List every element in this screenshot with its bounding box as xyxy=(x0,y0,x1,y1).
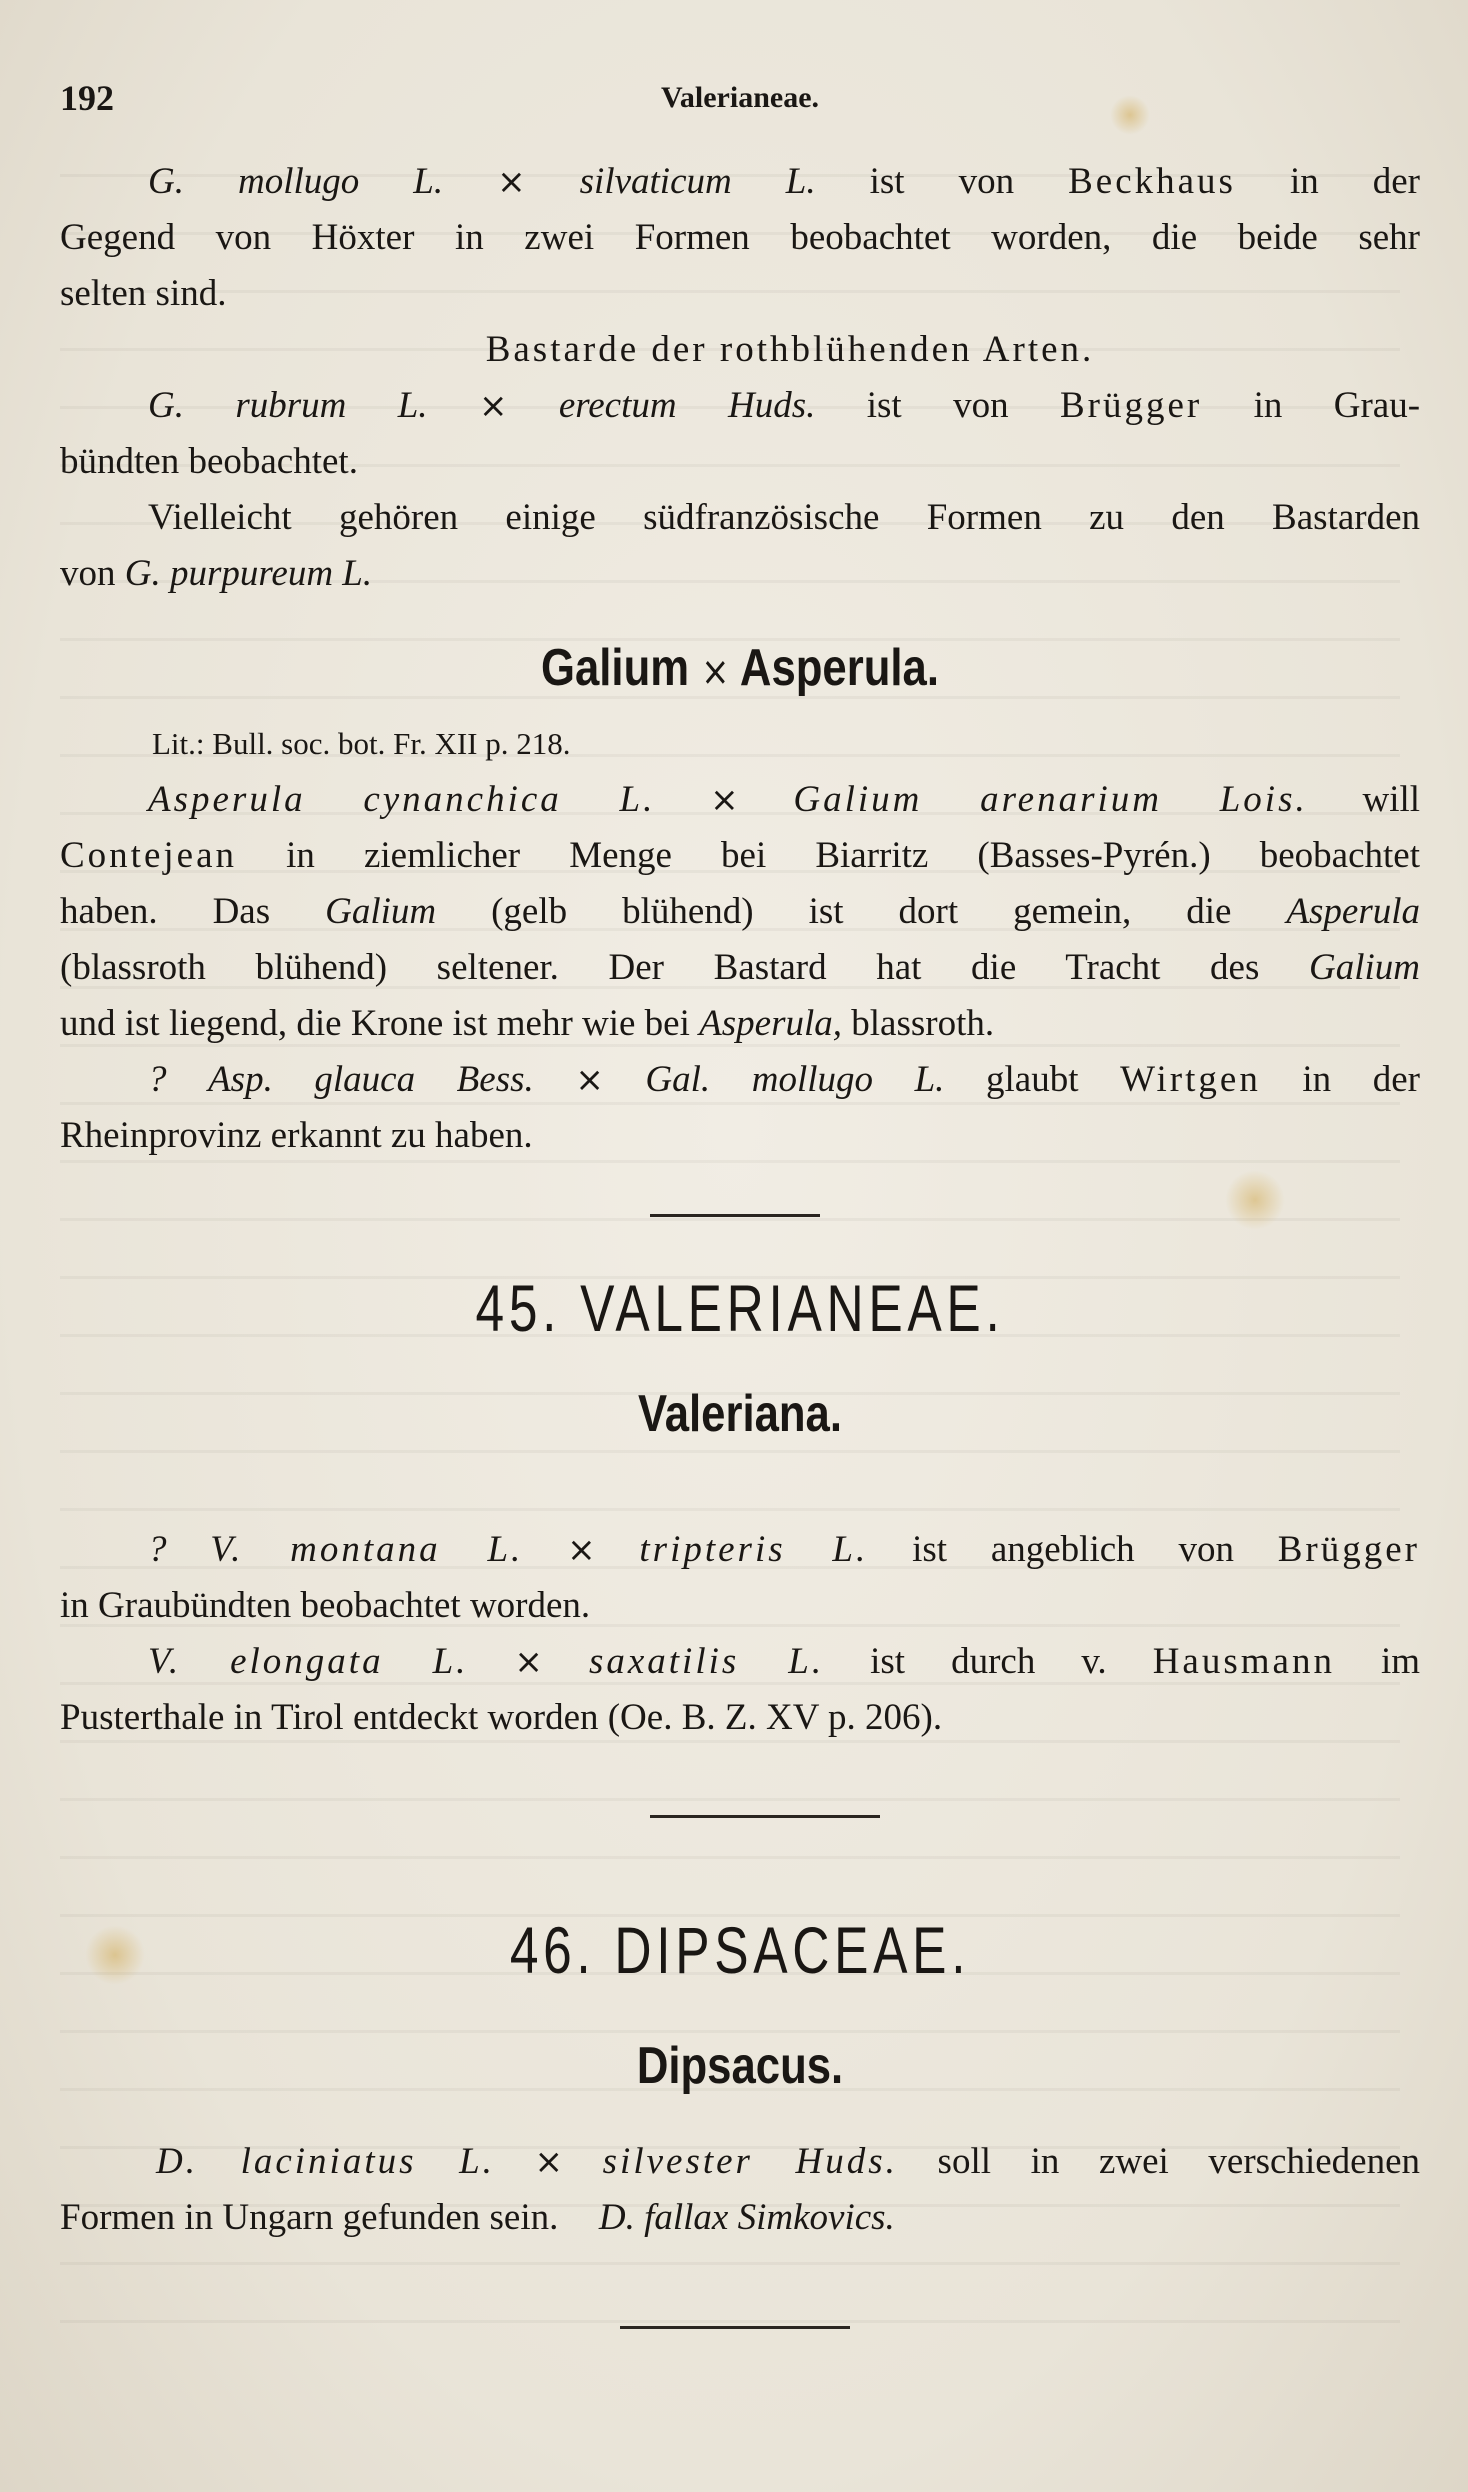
body-text: in ziemlicher Menge bei Biarritz (Basses-Pyrén.) beobachtet xyxy=(286,835,1420,876)
text-line xyxy=(60,552,1420,596)
body-text: ist von xyxy=(869,161,1015,202)
body-text: (blassroth blühend) seltener. Der Bastard hat die Tracht des xyxy=(60,947,1260,988)
page-header xyxy=(60,76,1420,120)
text-line xyxy=(60,946,1420,990)
literature-reference: Lit.: Bull. soc. bot. Fr. XII p. 218. xyxy=(152,726,571,761)
text-line xyxy=(60,778,1420,822)
text-line xyxy=(60,1058,1420,1102)
question-mark: ? xyxy=(148,1059,167,1100)
author-name: Hausmann xyxy=(1152,1641,1335,1682)
species-name: Gal. mollugo L. xyxy=(645,1059,945,1100)
body-text: (gelb blühend) ist dort gemein, die xyxy=(491,891,1232,932)
body-text: blassroth. xyxy=(851,1003,995,1044)
body-text: und ist liegend, die Krone ist mehr wie bei xyxy=(60,1003,690,1044)
hybrid-symbol: × xyxy=(534,2142,564,2182)
paper-stain xyxy=(1225,1170,1285,1230)
text-line xyxy=(60,160,1420,204)
body-text: haben. Das xyxy=(60,891,271,932)
hybrid-symbol: × xyxy=(710,780,739,820)
author-name: Beckhaus xyxy=(1068,161,1236,202)
heading-part: Galium xyxy=(541,639,690,697)
body-text: in Grau- xyxy=(1253,385,1421,426)
species-name: D. fallax Simkovics. xyxy=(598,2197,895,2238)
species-name: erectum Huds. xyxy=(558,385,816,426)
genus-heading: Valeriana. xyxy=(638,1385,842,1443)
text-line xyxy=(60,1528,1420,1572)
text-line xyxy=(60,1640,1420,1684)
hybrid-symbol: × xyxy=(567,1530,596,1570)
page-number: 192 xyxy=(60,78,114,118)
author-name: Brügger xyxy=(1277,1529,1420,1570)
species-name: V. elongata L. xyxy=(148,1641,469,1682)
body-text: Formen in Ungarn gefunden sein. xyxy=(60,2197,559,2238)
genus-name: Galium xyxy=(325,891,437,932)
species-name: G. mollugo L. xyxy=(148,161,444,202)
species-name: V. montana L. xyxy=(210,1529,524,1570)
species-name: G. purpureum L. xyxy=(124,553,373,594)
genus-name: Galium xyxy=(1309,947,1421,988)
hybrid-symbol: × xyxy=(575,1060,604,1100)
species-name: silvaticum L. xyxy=(579,161,816,202)
text-line: selten sind. xyxy=(60,273,227,314)
text-line: Pusterthale in Tirol entdeckt worden (Oe. B. Z. XV p. 206). xyxy=(60,1697,943,1738)
text-line: Rheinprovinz erkannt zu haben. xyxy=(60,1115,533,1156)
genus-heading xyxy=(169,636,1311,704)
hybrid-symbol: × xyxy=(478,386,508,426)
body-text: glaubt xyxy=(986,1059,1079,1100)
species-name: tripteris L. xyxy=(639,1529,869,1570)
author-name: Wirtgen xyxy=(1120,1059,1261,1100)
body-text: in der xyxy=(1302,1059,1421,1100)
section-divider xyxy=(650,1815,880,1818)
hybrid-symbol: × xyxy=(514,1642,543,1682)
genus-name: Asperula xyxy=(1286,891,1421,932)
text-line: in Graubündten beobachtet worden. xyxy=(60,1585,591,1626)
heading-part: Asperula. xyxy=(739,639,939,697)
genus-name: Asperula, xyxy=(699,1003,842,1044)
body-text: will xyxy=(1362,779,1421,820)
text-line xyxy=(60,1002,1420,1046)
species-name: Asperula cynanchica L. xyxy=(148,779,656,820)
body-text: in der xyxy=(1289,161,1421,202)
text-line xyxy=(60,384,1420,428)
text-line xyxy=(60,2196,1420,2240)
hybrid-symbol: × xyxy=(701,649,730,695)
author-name: Contejean xyxy=(60,835,238,876)
subheading: Bastarde der rothblühenden Arten. xyxy=(485,329,1095,370)
family-heading: 45. VALERIANEAE. xyxy=(475,1271,1005,1345)
species-name: Asp. glauca Bess. xyxy=(208,1059,534,1100)
paper-stain xyxy=(85,1925,145,1985)
running-title: Valerianeae. xyxy=(660,81,820,114)
body-text: ist durch v. xyxy=(870,1641,1107,1682)
genus-heading: Dipsacus. xyxy=(636,2037,844,2095)
body-text: soll in zwei verschiedenen xyxy=(937,2141,1421,2182)
species-name: D. laciniatus L. xyxy=(156,2141,495,2182)
section-divider xyxy=(650,1214,820,1217)
text-line: Vielleicht gehören einige südfranzösische Formen zu den Bastarden xyxy=(148,497,1420,538)
body-text: im xyxy=(1380,1641,1421,1682)
body-text: ist angeblich von xyxy=(912,1529,1234,1570)
text-line: Gegend von Höxter in zwei Formen beobachtet worden, die beide sehr xyxy=(60,217,1420,258)
species-name: G. rubrum L. xyxy=(148,385,428,426)
text-line: bündten beobachtet. xyxy=(60,441,358,482)
body-text: ist von xyxy=(866,385,1009,426)
text-line xyxy=(60,2140,1420,2184)
question-mark: ? xyxy=(148,1529,167,1570)
body-text: von xyxy=(60,553,116,594)
text-line xyxy=(60,834,1420,878)
species-name: Galium arenarium Lois. xyxy=(793,779,1308,820)
species-name: silvester Huds. xyxy=(602,2141,898,2182)
section-divider xyxy=(620,2326,850,2329)
species-name: saxatilis L. xyxy=(588,1641,825,1682)
family-heading: 46. DIPSACEAE. xyxy=(509,1913,971,1987)
text-line xyxy=(60,890,1420,934)
author-name: Brügger xyxy=(1059,385,1203,426)
hybrid-symbol: × xyxy=(497,162,526,202)
